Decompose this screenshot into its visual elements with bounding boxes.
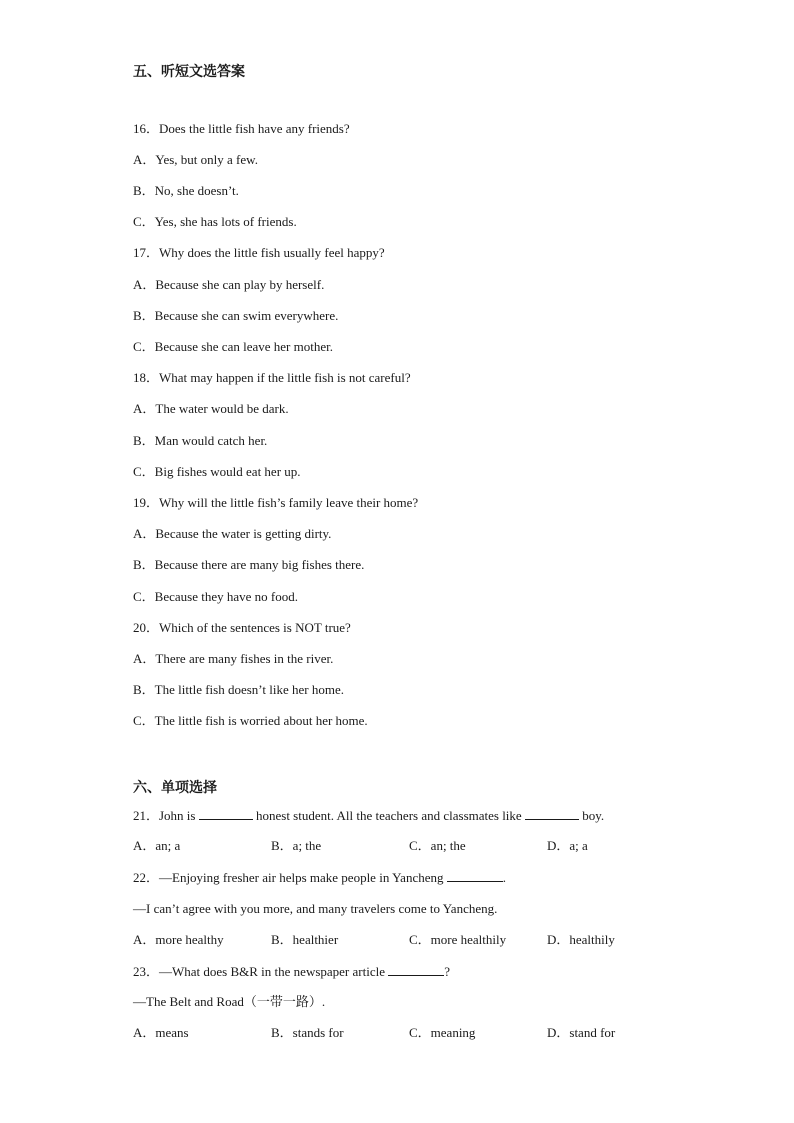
question-23-text-2: ? — [444, 964, 451, 979]
question-16-option-a: A．Yes, but only a few. — [133, 152, 258, 167]
question-23-option-a: A．means — [133, 1025, 189, 1040]
question-22-option-c: C．more healthily — [409, 932, 507, 947]
question-22-option-d: D．healthily — [547, 932, 615, 947]
question-20-option-a: A．There are many fishes in the river. — [133, 651, 334, 666]
answer-blank — [447, 869, 503, 882]
question-17-option-a: A．Because she can play by herself. — [133, 277, 325, 292]
question-17-option-b: B．Because she can swim everywhere. — [133, 308, 339, 323]
question-22-option-a: A．more healthy — [133, 932, 224, 947]
question-16-option-b: B．No, she doesn’t. — [133, 183, 239, 198]
question-22-reply: —I can’t agree with you more, and many travelers come to Yancheng. — [133, 901, 498, 916]
question-18-option-a: A．The water would be dark. — [133, 401, 289, 416]
question-22-stem — [133, 869, 506, 886]
question-20-stem: 20．Which of the sentences is NOT true? — [133, 620, 351, 635]
question-23-option-b: B．stands for — [271, 1025, 344, 1040]
question-16-stem: 16．Does the little fish have any friends? — [133, 121, 350, 136]
question-21-option-c: C．an; the — [409, 838, 466, 853]
section-title-single-choice: 六、单项选择 — [133, 780, 217, 796]
answer-blank — [525, 807, 579, 820]
question-20-option-c: C．The little fish is worried about her home. — [133, 713, 368, 728]
question-23-option-c: C．meaning — [409, 1025, 476, 1040]
question-23-text-1: 23．—What does B&R in the newspaper article — [133, 964, 389, 979]
question-23-reply: —The Belt and Road（一带一路）. — [133, 994, 326, 1009]
question-22-option-b: B．healthier — [271, 932, 339, 947]
question-20-option-b: B．The little fish doesn’t like her home. — [133, 682, 344, 697]
question-18-option-c: C．Big fishes would eat her up. — [133, 464, 301, 479]
question-21-text-2: honest student. All the teachers and classmates like — [252, 808, 525, 823]
question-18-option-b: B．Man would catch her. — [133, 433, 268, 448]
question-19-option-b: B．Because there are many big fishes there. — [133, 557, 365, 572]
question-19-option-c: C．Because they have no food. — [133, 589, 298, 604]
question-21-option-b: B．a; the — [271, 838, 322, 853]
answer-blank — [199, 807, 253, 820]
question-21-stem — [133, 807, 604, 824]
question-23-stem — [133, 963, 450, 980]
question-21-option-a: A．an; a — [133, 838, 181, 853]
question-17-stem: 17．Why does the little fish usually feel happy? — [133, 245, 385, 260]
question-21-option-d: D．a; a — [547, 838, 588, 853]
section-title-listening: 五、听短文选答案 — [133, 64, 245, 80]
question-21-text-1: 21．John is — [133, 808, 199, 823]
question-23-option-d: D．stand for — [547, 1025, 616, 1040]
question-17-option-c: C．Because she can leave her mother. — [133, 339, 333, 354]
question-22-text-1: 22．—Enjoying fresher air helps make people in Yancheng — [133, 870, 447, 885]
question-16-option-c: C．Yes, she has lots of friends. — [133, 214, 297, 229]
question-22-text-2: . — [502, 870, 506, 885]
question-18-stem: 18．What may happen if the little fish is not careful? — [133, 370, 411, 385]
question-19-option-a: A．Because the water is getting dirty. — [133, 526, 332, 541]
question-21-text-3: boy. — [578, 808, 605, 823]
answer-blank — [388, 963, 444, 976]
question-19-stem: 19．Why will the little fish’s family leave their home? — [133, 495, 419, 510]
